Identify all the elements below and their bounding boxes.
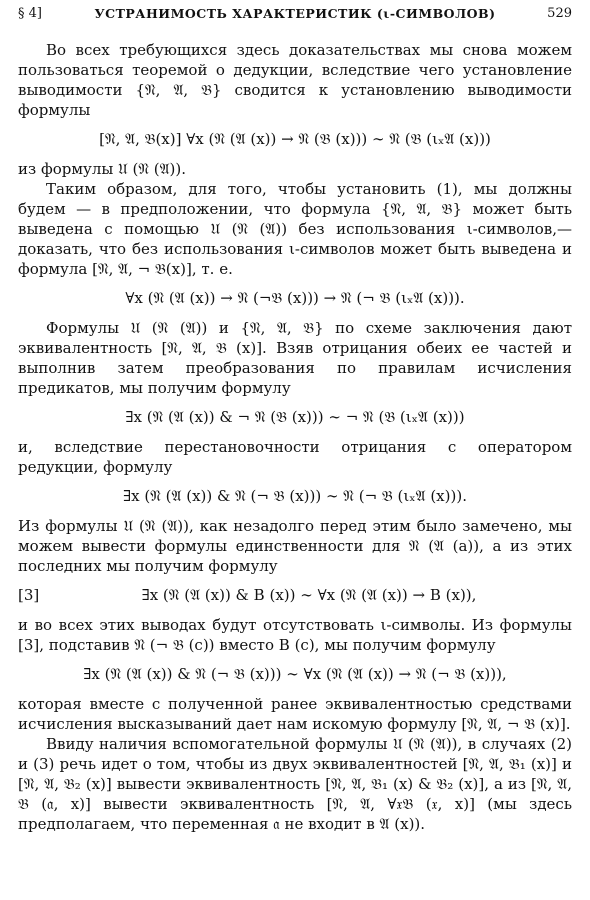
formula-number: [3] [18,586,40,604]
formula: ∃x (𝔑 (𝔄 (x)) & 𝔑 (¬ 𝔅 (x))) ∼ 𝔑 (¬ 𝔅 (ιₓ𝔄 (x))). [123,487,467,505]
paragraph: Формулы 𝔘 (𝔑 (𝔄)) и {𝔑, 𝔄, 𝔅} по схеме заключения дают эквивалентность [𝔑, 𝔄, 𝔅 (x)]. Взяв отрицания обеих ее частей и выполнив затем преобразования по правилам исчисления предикатов, мы получим формулу [18,319,572,397]
paragraph: которая вместе с полученной ранее эквивалентностью средствами исчисления высказываний дает нам искомую формулу [𝔑, 𝔄, ¬ 𝔅 (x)]. [18,695,572,733]
formula: ∃x (𝔑 (𝔄 (x)) & ¬ 𝔑 (𝔅 (x))) ∼ ¬ 𝔑 (𝔅 (ιₓ𝔄 (x))) [125,408,465,426]
formula: [𝔑, 𝔄, 𝔅(x)] ∀x (𝔑 (𝔄 (x)) → 𝔑 (𝔅 (x))) ∼ 𝔑 (𝔅 (ιₓ𝔄 (x))) [99,130,491,148]
paragraph: Таким образом, для того, чтобы установить (1), мы должны будем — в предположении, что формула {𝔑, 𝔄, 𝔅} может быть выведена с помощью 𝔘 (𝔑 (𝔄)) без использования ι-символов,— доказать, что без использования ι-символов может быть выведена и формула [𝔑, 𝔄, ¬ 𝔅(x)], т. е. [18,180,572,278]
section-marker: § 4] [18,6,42,21]
paragraph: и, вследствие перестановочности отрицания с оператором редукции, формулу [18,438,572,476]
running-title: УСТРАНИМОСТЬ ХАРАКТЕРИСТИК (ι-СИМВОЛОВ) [94,6,496,21]
page-number: 529 [547,6,572,21]
paragraph: Из формулы 𝔘 (𝔑 (𝔄)), как незадолго перед этим было замечено, мы можем вывести формулы единственности для 𝔑 (𝔄 (a)), а из этих последних мы получим формулу [18,517,572,575]
paragraph: Ввиду наличия вспомогательной формулы 𝔘 (𝔑 (𝔄)), в случаях (2) и (3) речь идет о том, чтобы из двух эквивалентностей [𝔑, 𝔄, 𝔅₁ (x)] и [𝔑, 𝔄, 𝔅₂ (x)] вывести эквивалентность [𝔑, 𝔄, 𝔅₁ (x) & 𝔅₂ (x)], а из [𝔑, 𝔄, 𝔅 (𝔞, x)] вывести эквивалентность [𝔑, 𝔄, ∀𝔵𝔅 (𝔵, x)] (мы здесь предполагаем, что переменная 𝔞 не входит в 𝔄 (x)). [18,735,572,833]
page-body [18,40,572,834]
running-header [18,6,572,28]
paragraph: из формулы 𝔘 (𝔑 (𝔄)). [18,160,187,178]
paragraph: и во всех этих выводах будут отсутствовать ι-символы. Из формулы [3], подставив 𝔑 (¬ 𝔅 (c)) вместо B (c), мы получим формулу [18,616,572,654]
formula: ∃x (𝔑 (𝔄 (x)) & 𝔑 (¬ 𝔅 (x))) ∼ ∀x (𝔑 (𝔄 (x)) → 𝔑 (¬ 𝔅 (x))), [83,665,507,683]
formula: ∃x (𝔑 (𝔄 (x)) & B (x)) ∼ ∀x (𝔑 (𝔄 (x)) → B (x)), [141,586,477,604]
paragraph: Во всех требующихся здесь доказательствах мы снова можем пользоваться теоремой о дедукции, вследствие чего установление выводимости {𝔑, 𝔄, 𝔅} сводится к установлению выводимости формулы [18,41,572,119]
formula: ∀x (𝔑 (𝔄 (x)) → 𝔑 (¬𝔅 (x))) → 𝔑 (¬ 𝔅 (ιₓ𝔄 (x))). [125,289,465,307]
numbered-formula [18,585,572,605]
